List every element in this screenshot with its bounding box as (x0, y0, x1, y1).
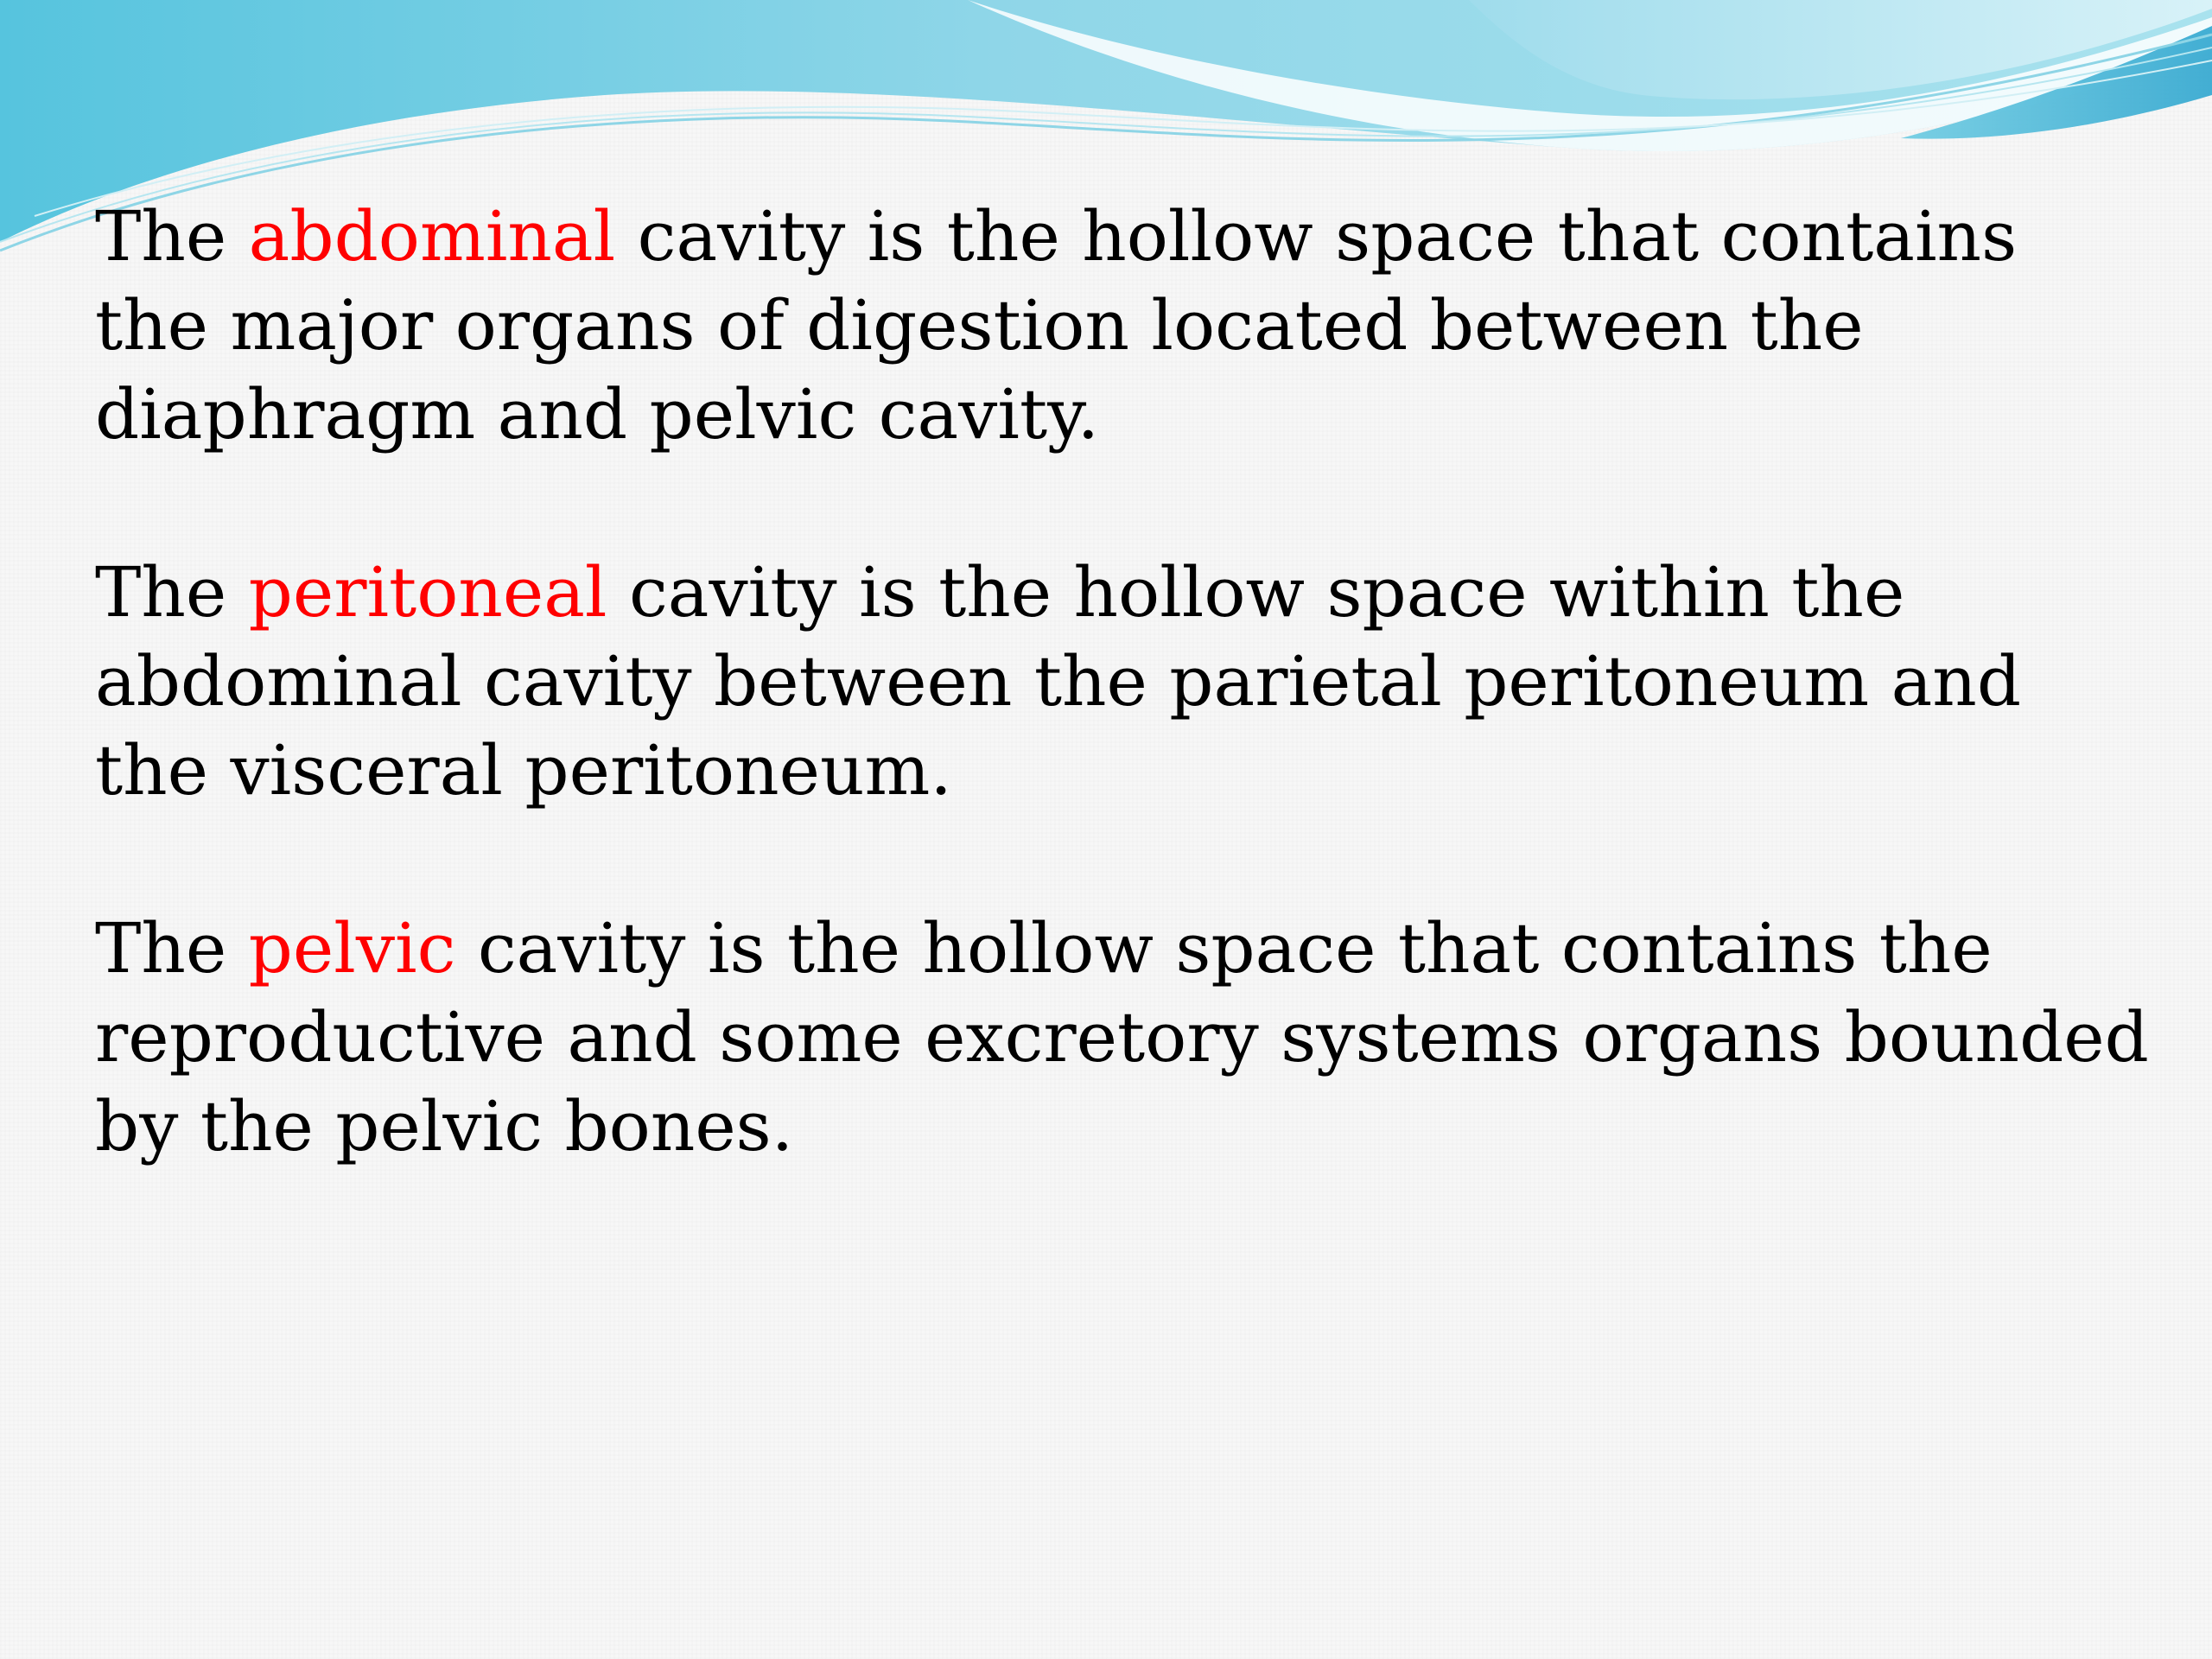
paragraph-lead: The (95, 908, 227, 988)
paragraph-lead: The (95, 196, 227, 276)
paragraph-abdominal (95, 192, 2152, 459)
term-abdominal: abdominal (248, 196, 616, 276)
paragraph-pelvic (95, 904, 2152, 1171)
paragraph-text: cavity is the hollow space within the abdominal cavity between the parietal peritoneum and the visceral peritoneum. (95, 552, 2022, 810)
paragraph-lead: The (95, 552, 227, 632)
slide-body (95, 192, 2152, 1260)
term-peritoneal: peritoneal (248, 552, 607, 632)
paragraph-text: cavity is the hollow space that contains the reproductive and some excretory systems organs bounded by the pelvic bones. (95, 908, 2149, 1166)
paragraph-text: cavity is the hollow space that contains the major organs of digestion located between the diaphragm and pelvic cavity. (95, 196, 2018, 454)
term-pelvic: pelvic (248, 908, 456, 988)
paragraph-peritoneal (95, 548, 2152, 815)
